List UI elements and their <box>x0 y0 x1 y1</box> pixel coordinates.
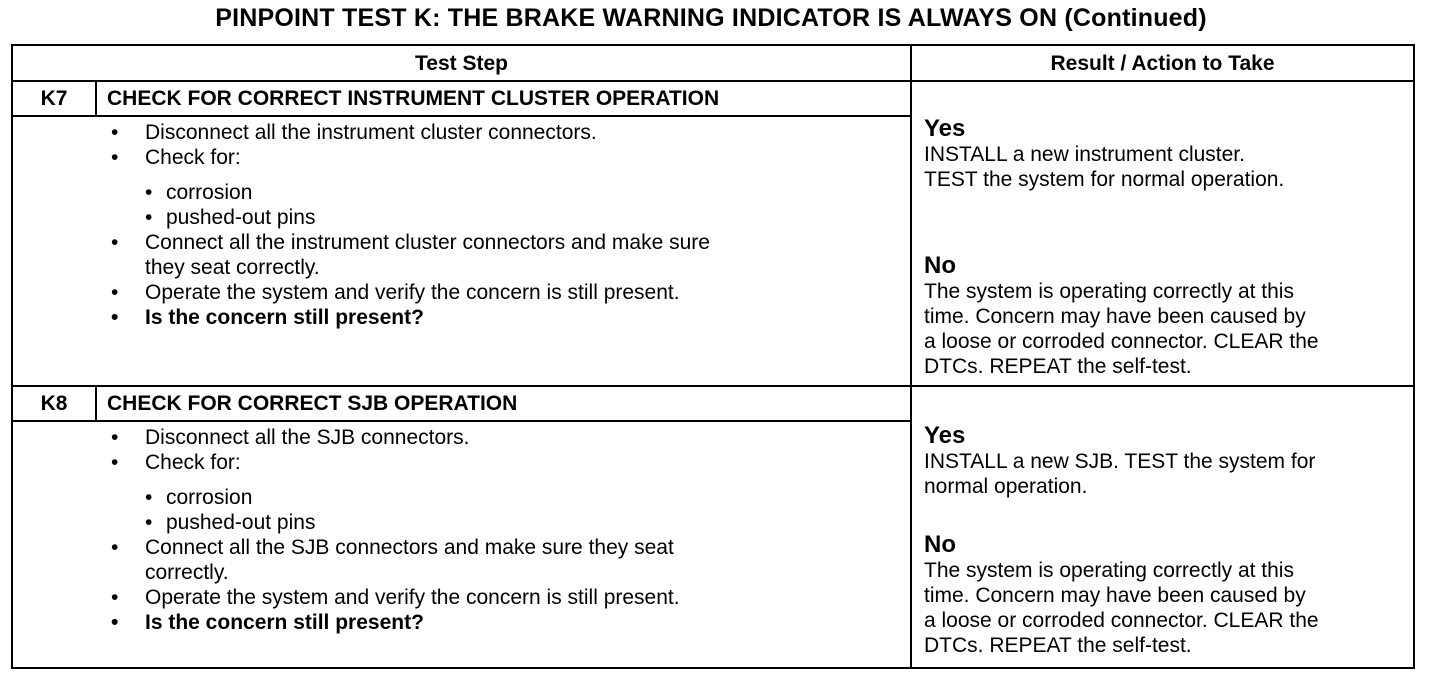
step-name: CHECK FOR CORRECT INSTRUMENT CLUSTER OPERATION <box>96 81 911 116</box>
step-instructions <box>12 116 911 386</box>
instruction-item: • Check for: <box>111 146 241 169</box>
instruction-item-continued: they seat correctly. <box>145 256 320 279</box>
question-item: • Is the concern still present? <box>111 306 424 329</box>
result-header: Result / Action to Take <box>911 45 1414 81</box>
no-action-line: The system is operating correctly at this <box>924 280 1294 303</box>
pinpoint-test-table <box>11 44 1415 669</box>
no-action-line: DTCs. REPEAT the self-test. <box>924 355 1192 378</box>
instruction-item: • Disconnect all the instrument cluster connectors. <box>111 121 597 144</box>
instruction-item: • Disconnect all the SJB connectors. <box>111 426 470 449</box>
step-title-row <box>12 81 1414 116</box>
instruction-item: • Connect all the instrument cluster connectors and make sure <box>111 231 710 254</box>
instruction-item-continued: correctly. <box>145 561 229 584</box>
step-name: CHECK FOR CORRECT SJB OPERATION <box>96 386 911 421</box>
result-cell <box>911 386 1414 668</box>
no-action-line: The system is operating correctly at this <box>924 559 1294 582</box>
instruction-item: • Connect all the SJB connectors and make sure they seat <box>111 536 674 559</box>
check-item: • pushed-out pins <box>145 511 316 534</box>
question-item: • Is the concern still present? <box>111 611 424 634</box>
no-action-line: time. Concern may have been caused by <box>924 305 1306 328</box>
step-id: K7 <box>12 81 96 116</box>
step-title-row <box>12 386 1414 421</box>
step-id: K8 <box>12 386 96 421</box>
no-action-line: DTCs. REPEAT the self-test. <box>924 634 1192 657</box>
yes-action-line: INSTALL a new SJB. TEST the system for <box>924 450 1316 473</box>
no-label: No <box>924 252 956 279</box>
header-row <box>12 45 1414 81</box>
yes-action-line: TEST the system for normal operation. <box>924 168 1285 191</box>
instruction-item: • Operate the system and verify the concern is still present. <box>111 586 680 609</box>
yes-label: Yes <box>924 115 966 142</box>
yes-label: Yes <box>924 422 966 449</box>
page-title: PINPOINT TEST K: THE BRAKE WARNING INDICATOR IS ALWAYS ON (Continued) <box>215 4 1207 32</box>
check-item: • corrosion <box>145 486 253 509</box>
yes-action-line: INSTALL a new instrument cluster. <box>924 143 1245 166</box>
no-action-line: time. Concern may have been caused by <box>924 584 1306 607</box>
no-action-line: a loose or corroded connector. CLEAR the <box>924 330 1319 353</box>
check-item: • pushed-out pins <box>145 206 316 229</box>
check-item: • corrosion <box>145 181 253 204</box>
test-step-header: Test Step <box>12 45 911 81</box>
step-instructions <box>12 421 911 668</box>
instruction-item: • Check for: <box>111 451 241 474</box>
yes-action-line: normal operation. <box>924 475 1088 498</box>
no-action-line: a loose or corroded connector. CLEAR the <box>924 609 1319 632</box>
result-cell <box>911 81 1414 386</box>
no-label: No <box>924 531 956 558</box>
instruction-item: • Operate the system and verify the concern is still present. <box>111 281 680 304</box>
